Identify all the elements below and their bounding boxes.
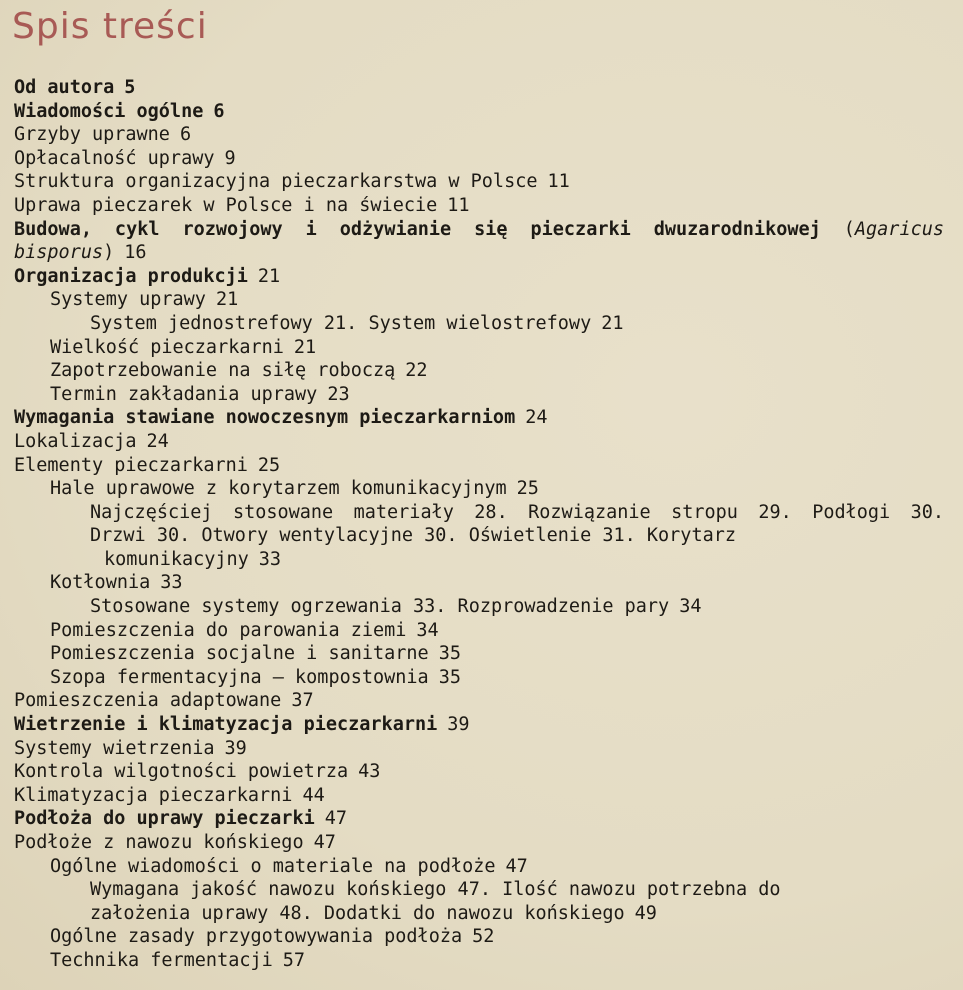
toc-entry-text: Stosowane systemy ogrzewania 33. Rozprowadzenie pary (90, 596, 670, 618)
toc-entry (14, 336, 944, 360)
toc-page-number: 5 (124, 77, 136, 98)
toc-entry (14, 147, 944, 171)
toc-page-number: 57 (282, 949, 306, 971)
toc-page-number: 49 (634, 902, 657, 924)
toc-entry-continuation (14, 548, 944, 572)
toc-entry (14, 430, 944, 454)
toc-page-number: 43 (358, 761, 381, 783)
toc-page-number: 11 (447, 194, 470, 216)
toc-page-number: 33 (258, 548, 282, 570)
toc-entry (14, 949, 944, 973)
toc-entry-text: Lokalizacja (14, 430, 137, 452)
toc-entry-text: Zapotrzebowanie na siłę roboczą (50, 360, 396, 382)
toc-entry (14, 737, 944, 761)
toc-entry-text: Szopa fermentacyjna — kompostownia (50, 666, 429, 688)
toc-entry-text: Wymagania stawiane nowoczesnym pieczarkarniom (14, 407, 516, 429)
toc-entry-text: Klimatyzacja pieczarkarni (14, 784, 293, 806)
toc-entry (14, 100, 944, 124)
toc-entry-text: Systemy wietrzenia (14, 737, 215, 759)
toc-entry-latin-name: bisporus (14, 242, 104, 264)
toc-entry-text: Uprawa pieczarek w Polsce i na świecie (14, 194, 438, 216)
toc-entry-continuation (14, 902, 944, 926)
toc-entry-text: Organizacja produkcji (14, 265, 248, 287)
toc-entry-text: Podłoże z nawozu końskiego (14, 832, 304, 853)
toc-entry-paren: ) (103, 242, 115, 264)
toc-entry (14, 807, 944, 831)
toc-entry (14, 170, 944, 194)
toc-page-number: 37 (291, 690, 314, 712)
toc-entry-text: Kontrola wilgotności powietrza (14, 761, 349, 783)
toc-entry (14, 666, 944, 690)
toc-entry-text: Budowa, cykl rozwojowy i odżywianie się pieczarki dwuzarodnikowej (14, 218, 821, 240)
toc-entry (14, 689, 944, 713)
toc-entry-text: Pomieszczenia adaptowane (14, 690, 282, 712)
toc-page-number: 25 (516, 478, 539, 500)
toc-entry-text: Drzwi 30. Otwory wentylacyjne 30. Oświetlenie 31. Korytarz (90, 525, 737, 547)
toc-entry (14, 760, 944, 784)
toc-page-number: 34 (679, 596, 702, 618)
toc-entry (14, 619, 944, 643)
toc-page-number: 9 (224, 147, 236, 169)
toc-entry (14, 194, 944, 218)
toc-page-number: 35 (438, 666, 461, 688)
toc-entry-text: Ogólne zasady przygotowywania podłoża (50, 926, 463, 948)
toc-page-number: 21 (601, 312, 624, 334)
toc-page-number: 21 (293, 336, 317, 358)
toc-page-number: 6 (213, 100, 225, 122)
toc-entry (14, 406, 944, 430)
toc-entry-text: założenia uprawy 48. Dodatki do nawozu końskiego (90, 902, 625, 924)
toc-entry-continuation (14, 524, 944, 548)
toc-page-number: 21 (215, 289, 239, 311)
toc-page-number: 47 (324, 808, 348, 830)
toc-entry-text: Wymagana jakość nawozu końskiego 47. Ilość nawozu potrzebna do (90, 879, 781, 901)
toc-page-number: 47 (313, 832, 336, 853)
toc-entry-paren: ( (843, 218, 855, 240)
toc-entry-text: Pomieszczenia do parowania ziemi (50, 619, 407, 641)
toc-entry (14, 265, 944, 289)
toc-page-number: 34 (416, 619, 439, 641)
toc-page-number: 39 (447, 714, 470, 736)
toc-entry (14, 713, 944, 737)
toc-entry (14, 501, 944, 525)
toc-entry (14, 383, 944, 407)
toc-page-number: 47 (505, 855, 528, 877)
toc-entry (14, 925, 944, 949)
toc-page-number: 23 (327, 383, 350, 405)
toc-page-number: 16 (124, 242, 147, 264)
toc-entry-text: Wietrzenie i klimatyzacja pieczarkarni (14, 714, 438, 736)
toc-page-number: 22 (405, 360, 428, 382)
toc-entry (14, 855, 944, 879)
toc-entry-text: Najczęściej stosowane materiały 28. Rozwiązanie stropu 29. Podłogi 30. (90, 501, 944, 523)
toc-entry (14, 642, 944, 666)
toc-entry-text: Termin zakładania uprawy (50, 383, 318, 405)
toc-entry (14, 218, 944, 242)
toc-page-number: 33 (160, 572, 183, 594)
toc-entry (14, 784, 944, 808)
toc-entry-text: komunikacyjny (104, 548, 249, 570)
toc-entry (14, 878, 944, 902)
toc-entry-text: Opłacalność uprawy (14, 147, 215, 169)
toc-page-number: 52 (472, 926, 495, 948)
toc-entry-text: Ogólne wiadomości o materiale na podłoże (50, 855, 496, 877)
toc-entry (14, 312, 944, 336)
toc-page-number: 25 (257, 454, 281, 476)
toc-entry-text: Od autora (14, 77, 115, 98)
toc-entry (14, 123, 944, 147)
toc-entry (14, 454, 944, 478)
toc-page-number: 44 (302, 784, 325, 806)
toc-page-number: 6 (179, 124, 192, 146)
toc-entry-text: Hale uprawowe z korytarzem komunikacyjnym (50, 478, 507, 500)
toc-entry-text: Podłoża do uprawy pieczarki (14, 808, 315, 830)
toc-entry-text: Systemy uprawy (50, 289, 206, 311)
toc-page-number: 24 (146, 430, 169, 452)
toc-entry (14, 359, 944, 383)
toc-entry (14, 595, 944, 619)
page-title: Spis treści (12, 6, 208, 47)
toc-entry (14, 571, 944, 595)
toc-page-number: 24 (525, 407, 548, 429)
toc-entry-text: Kotłownia (50, 572, 151, 594)
toc-page-number: 11 (547, 171, 570, 193)
toc-entry-text: Grzyby uprawne (14, 124, 170, 146)
toc-entry (14, 477, 944, 501)
toc-entry-text: System jednostrefowy 21. System wielostrefowy (90, 312, 592, 334)
toc-entry-continuation (14, 241, 944, 265)
toc-page-number: 35 (438, 643, 461, 665)
toc-entry (14, 288, 944, 312)
toc-entry-latin-name: Agaricus (854, 218, 944, 240)
toc-entry-text: Wiadomości ogólne (14, 100, 204, 122)
toc-page-number: 21 (257, 265, 281, 287)
toc-entry-text: Elementy pieczarkarni (14, 454, 248, 476)
toc-entry-text: Pomieszczenia socjalne i sanitarne (50, 643, 429, 665)
toc-entry (14, 76, 944, 100)
toc-entry-text: Struktura organizacyjna pieczarkarstwa w Polsce (14, 171, 538, 193)
toc-entry-text: Wielkość pieczarkarni (50, 336, 284, 358)
toc-entry (14, 831, 944, 855)
toc-entry-text: Technika fermentacji (50, 949, 273, 971)
table-of-contents (14, 76, 944, 973)
toc-page-number: 39 (224, 737, 247, 759)
